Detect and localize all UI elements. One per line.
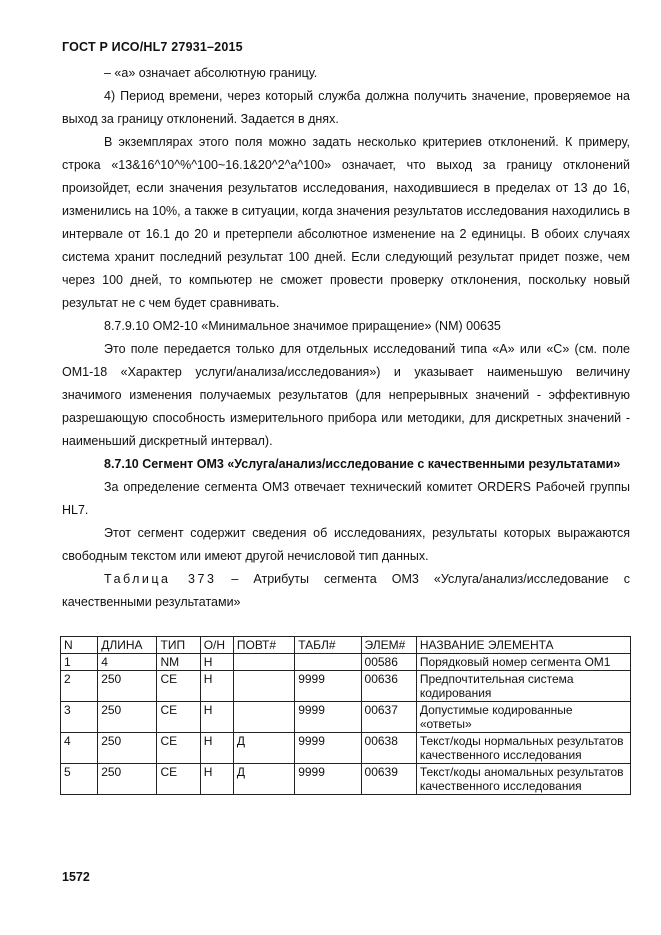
section-heading-om2-10: 8.7.9.10 ОМ2-10 «Минимальное значимое приращение» (NM) 00635: [104, 319, 501, 333]
cell-table: 9999: [295, 764, 361, 795]
cell-n: 2: [61, 671, 98, 702]
table-caption-text: – Атрибуты сегмента ОМ3 «Услуга/анализ/исследование с качественными результатами»: [62, 572, 631, 609]
cell-length: 250: [98, 702, 157, 733]
paragraph-om3-description: Этот сегмент содержит сведения об исследованиях, результаты которых выражаются свободным текстом или имеют другой нечисловой тип данных.: [62, 526, 630, 563]
paragraph-absolute-boundary: – «а» означает абсолютную границу.: [104, 66, 318, 80]
table-caption: [62, 568, 630, 614]
table-row: [61, 671, 631, 702]
document-header: ГОСТ Р ИСО/HL7 27931–2015: [62, 40, 243, 54]
header-n: N: [61, 637, 98, 654]
cell-repeat: [233, 671, 294, 702]
paragraph-om2-10-description: Это поле передается только для отдельных исследований типа «А» или «С» (см. поле ОМ1-18 «Характер услуги/анализа/исследования») и указывает наименьшую величину значимого изменения получаемых результатов (для непрерывных значений - эффективную разрешающую способность измерительного прибора или методики, для дискретных значений - наименьший дискретный интервал).: [62, 342, 630, 448]
cell-table: [295, 654, 361, 671]
cell-n: 4: [61, 733, 98, 764]
cell-type: NM: [157, 654, 200, 671]
header-element-name: НАЗВАНИЕ ЭЛЕМЕНТА: [416, 637, 630, 654]
body-text: [62, 62, 630, 614]
table-caption-label: Таблица 373: [104, 572, 217, 586]
cell-element-name: Предпочтительная система кодирования: [416, 671, 630, 702]
cell-repeat: Д: [233, 764, 294, 795]
header-repeat: ПОВТ#: [233, 637, 294, 654]
cell-n: 1: [61, 654, 98, 671]
paragraph-time-period: 4) Период времени, через который служба должна получить значение, проверяемое на выход за границу отклонений. Задается в днях.: [62, 89, 630, 126]
cell-element: 00636: [361, 671, 416, 702]
cell-type: CE: [157, 702, 200, 733]
header-opt: О/Н: [200, 637, 233, 654]
cell-element: 00586: [361, 654, 416, 671]
cell-n: 5: [61, 764, 98, 795]
cell-element-name: Порядковый номер сегмента ОМ1: [416, 654, 630, 671]
table-row: [61, 733, 631, 764]
section-heading-om3: 8.7.10 Сегмент ОМ3 «Услуга/анализ/исследование с качественными результатами»: [104, 457, 621, 471]
page-number: 1572: [62, 870, 90, 884]
header-element: ЭЛЕМ#: [361, 637, 416, 654]
cell-type: CE: [157, 733, 200, 764]
cell-length: 250: [98, 764, 157, 795]
cell-opt: Н: [200, 764, 233, 795]
cell-length: 250: [98, 733, 157, 764]
cell-opt: Н: [200, 671, 233, 702]
cell-length: 250: [98, 671, 157, 702]
om3-attributes-table: [60, 636, 631, 795]
cell-element-name: Текст/коды аномальных результатов качественного исследования: [416, 764, 630, 795]
cell-element: 00637: [361, 702, 416, 733]
table-row: [61, 702, 631, 733]
cell-element-name: Текст/коды нормальных результатов качественного исследования: [416, 733, 630, 764]
cell-repeat: [233, 702, 294, 733]
cell-table: 9999: [295, 702, 361, 733]
paragraph-om3-owner: За определение сегмента ОМ3 отвечает технический комитет ORDERS Рабочей группы HL7.: [62, 480, 630, 517]
table-row: [61, 654, 631, 671]
cell-opt: Н: [200, 733, 233, 764]
cell-opt: Н: [200, 702, 233, 733]
cell-n: 3: [61, 702, 98, 733]
table-header-row: [61, 637, 631, 654]
cell-type: CE: [157, 764, 200, 795]
header-type: ТИП: [157, 637, 200, 654]
paragraph-deviation-example: В экземплярах этого поля можно задать несколько критериев отклонений. К примеру, строка «13&16^10^%^100~16.1&20^2^a^100» означает, что выход за границу отклонений произойдет, если значения результатов исследования, находившиеся в пределах от 13 до 16, изменились на 10%, а также в ситуации, когда значения результатов исследования находились в интервале от 16.1 до 20 и претерпели абсолютное изменение на 2 единицы. В обоих случаях система хранит последний результат 100 дней. Если следующий результат придет позже, чем через 100 дней, то компьютер не сможет провести проверку отклонения, поскольку новый результат не с чем будет сравнивать.: [62, 135, 630, 310]
cell-type: CE: [157, 671, 200, 702]
cell-length: 4: [98, 654, 157, 671]
cell-element: 00638: [361, 733, 416, 764]
cell-repeat: [233, 654, 294, 671]
cell-repeat: Д: [233, 733, 294, 764]
header-table: ТАБЛ#: [295, 637, 361, 654]
cell-opt: Н: [200, 654, 233, 671]
table-row: [61, 764, 631, 795]
cell-element: 00639: [361, 764, 416, 795]
cell-table: 9999: [295, 733, 361, 764]
header-length: ДЛИНА: [98, 637, 157, 654]
cell-table: 9999: [295, 671, 361, 702]
cell-element-name: Допустимые кодированные «ответы»: [416, 702, 630, 733]
